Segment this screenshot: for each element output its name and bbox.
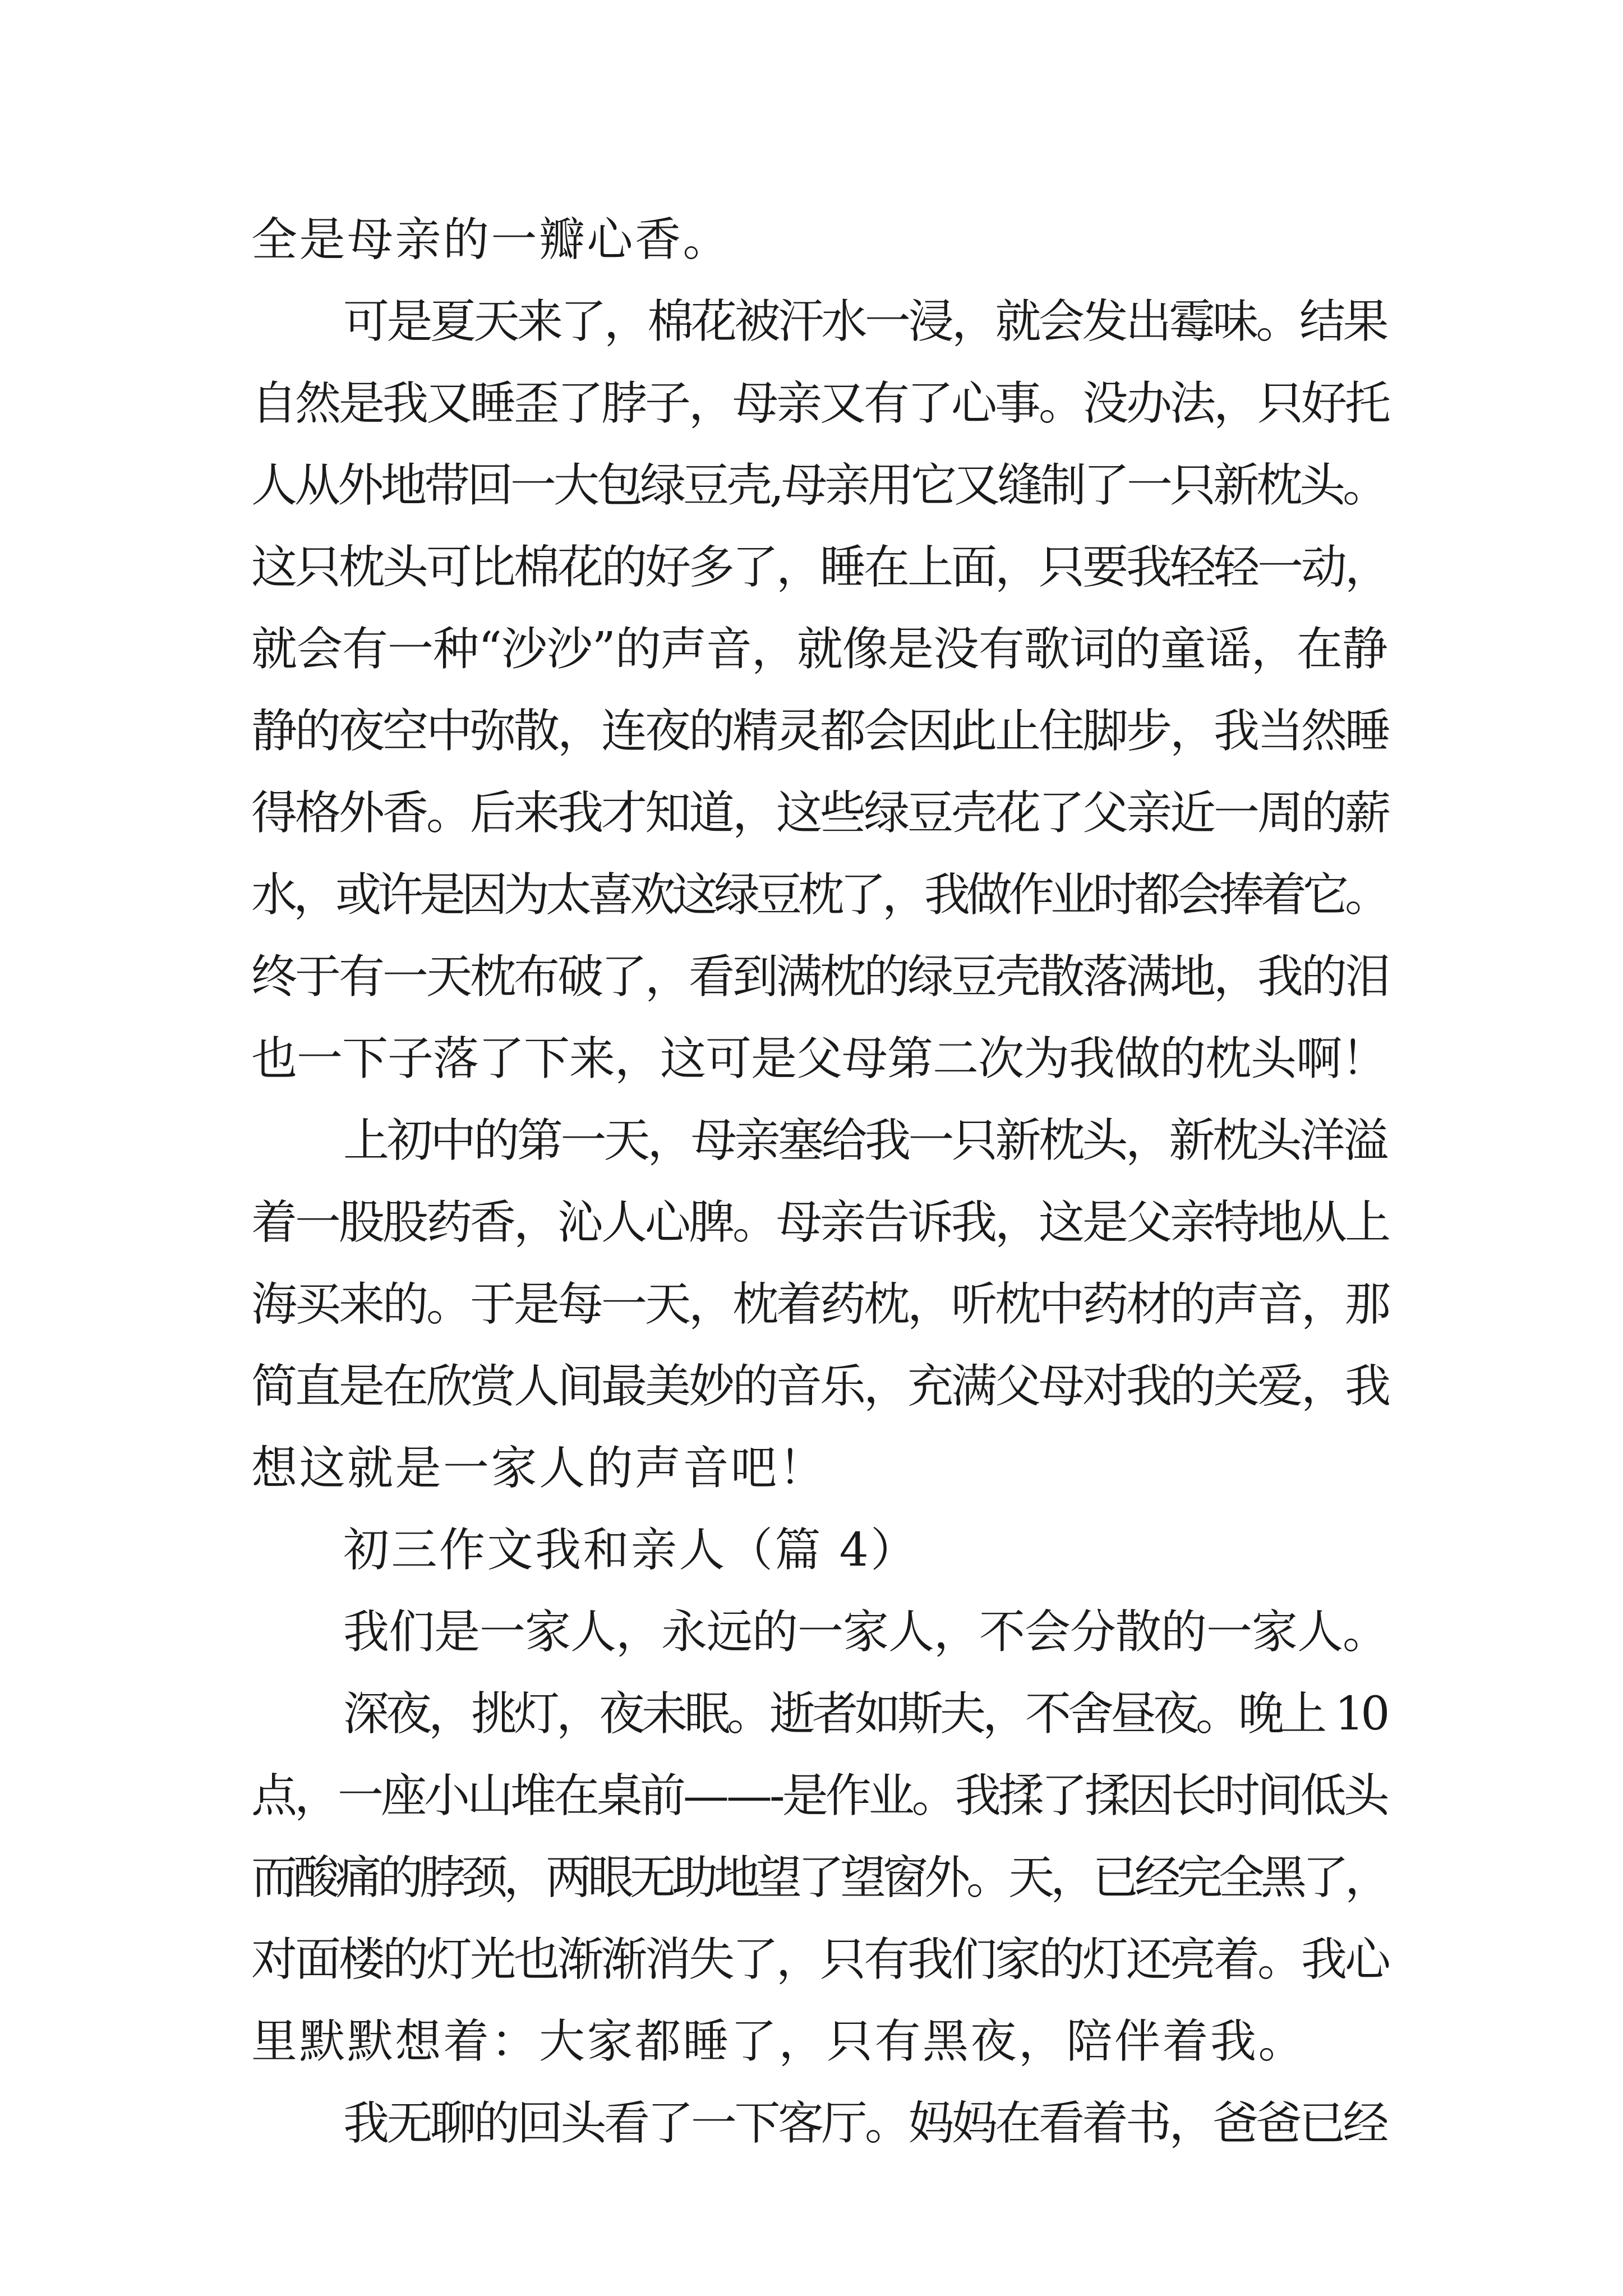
text-line: 就会有一种“沙沙”的声音，就像是没有歌词的童谣，在静 — [251, 623, 1387, 676]
text-line: 对面楼的灯光也渐渐消失了，只有我们家的灯还亮着。我心 — [251, 1933, 1389, 1986]
text-line: 自然是我又睡歪了脖子，母亲又有了心事。没办法，只好托 — [251, 377, 1389, 430]
section-heading: 初三作文我和亲人（篇 4） — [343, 1524, 919, 1577]
text-line: 水，或许是因为太喜欢这绿豆枕了，我做作业时都会捧着它。 — [251, 868, 1387, 922]
text-line: 可是夏天来了，棉花被汗水一浸，就会发出霉味。结果 — [343, 295, 1387, 348]
text-line: 深夜，挑灯，夜未眠。逝者如斯夫，不舍昼夜。晚上 10 — [343, 1687, 1387, 1741]
text-line: 想这就是一家人的声音吧！ — [251, 1442, 827, 1495]
text-line: 而酸痛的脖颈，两眼无助地望了望窗外。天，已经完全黑了， — [251, 1851, 1387, 1904]
text-line: 这只枕头可比棉花的好多了，睡在上面，只要我轻轻一动， — [251, 541, 1389, 594]
text-line: 得格外香。后来我才知道，这些绿豆壳花了父亲近一周的薪 — [251, 786, 1389, 840]
text-line: 全是母亲的一瓣心香。 — [251, 213, 731, 266]
text-line: 里默默想着：大家都睡了，只有黑夜，陪伴着我。 — [251, 2015, 1307, 2068]
text-line: 简直是在欣赏人间最美妙的音乐，充满父母对我的关爱，我 — [251, 1360, 1389, 1413]
text-line: 我们是一家人，永远的一家人，不会分散的一家人。 — [343, 1605, 1389, 1659]
text-line: 着一股股药香，沁人心脾。母亲告诉我，这是父亲特地从上 — [251, 1196, 1389, 1249]
text-line: 人从外地带回一大包绿豆壳,母亲用它又缝制了一只新枕头。 — [251, 459, 1386, 512]
body-text — [251, 199, 1390, 2165]
text-line: 也一下子落了下来，这可是父母第二次为我做的枕头啊！ — [251, 1032, 1387, 1085]
text-line: 海买来的。于是每一天，枕着药枕，听枕中药材的声音，那 — [251, 1278, 1389, 1331]
text-line: 我无聊的回头看了一下客厅。妈妈在看着书，爸爸已经 — [343, 2097, 1387, 2150]
text-line: 静的夜空中弥散，连夜的精灵都会因此止住脚步，我当然睡 — [251, 705, 1389, 758]
text-line: 上初中的第一天，母亲塞给我一只新枕头，新枕头洋溢 — [343, 1114, 1387, 1167]
text-line: 终于有一天枕布破了，看到满枕的绿豆壳散落满地，我的泪 — [251, 950, 1389, 1004]
text-line: 点，一座小山堆在桌前——-是作业。我揉了揉因长时间低头 — [251, 1769, 1387, 1823]
